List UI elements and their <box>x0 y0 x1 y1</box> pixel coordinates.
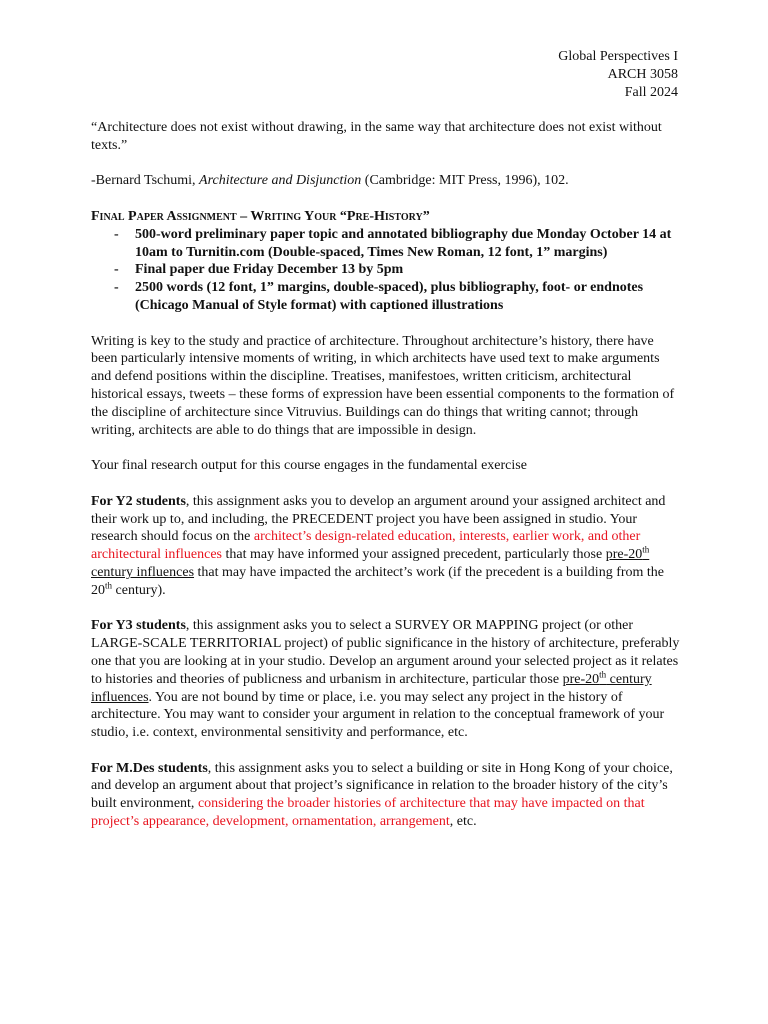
requirements-list <box>91 226 681 315</box>
attribution-book-title: Architecture and Disjunction <box>199 173 362 189</box>
y3-label: For Y3 students <box>91 618 186 634</box>
y2-text: , this assignment asks you to develop an argument around your assigned architect and their work up to, and including, the PRECEDENT project you have been assigned in studio. Your research should focus on the <box>91 493 666 545</box>
y2-text: that may have impacted the architect’s work (if the precedent is a building from the 20 <box>91 564 665 598</box>
requirement-item <box>91 226 681 262</box>
superscript: th <box>599 669 607 680</box>
y3-text: . You are not bound by time or place, i.e. you may select any project in the history of architecture. You may want to consider your argument in relation to the conceptual framework of your studio, i.e. context, environmental sensitivity and performance, etc. <box>91 689 665 741</box>
y3-paragraph <box>91 617 681 742</box>
requirement-item <box>91 261 681 279</box>
assignment-title: Final Paper Assignment – Writing Your “Pre-History” <box>91 208 430 224</box>
requirement-text: 2500 words (12 font, 1” margins, double-spaced), plus bibliography, foot- or endnotes (Chicago Manual of Style format) with captioned illustrations <box>135 280 644 313</box>
underline-text: century influences <box>91 564 195 580</box>
superscript: th <box>642 544 650 555</box>
course-code: ARCH 3058 <box>607 66 678 82</box>
y2-text: that may have informed your assigned precedent, particularly those <box>221 547 606 563</box>
mdes-text: , this assignment asks you to select a building or site in Hong Kong of your choice, and develop an argument about that project’s significance in relation to the broader history of the city’s built environment, <box>91 760 673 812</box>
y2-text: century). <box>112 582 166 598</box>
underline-text: pre-20 <box>562 671 600 687</box>
epigraph-quote: “Architecture does not exist without drawing, in the same way that architecture does not exist without texts.” <box>91 120 662 153</box>
y2-paragraph <box>91 493 681 600</box>
superscript: th <box>105 580 113 591</box>
requirement-text: 500-word preliminary paper topic and annotated bibliography due Monday October 14 at 10am to Turnitin.com (Double-spaced, Times New Roman, 12 font, 1” margins) <box>135 226 672 260</box>
underline-text: pre-20 <box>605 547 643 563</box>
requirement-text: Final paper due Friday December 13 by 5pm <box>135 262 404 278</box>
y2-highlight: architect’s design-related education, interests, earlier work, and other architectural influences <box>91 529 641 563</box>
course-title: Global Perspectives I <box>558 49 678 64</box>
bullet-dash: - <box>114 226 119 242</box>
output-sentence: Your final research output for this course engages in the fundamental exercise <box>91 458 527 474</box>
attribution-citation: (Cambridge: MIT Press, 1996), 102. <box>361 173 569 189</box>
mdes-label: For M.Des students <box>91 760 208 776</box>
course-header <box>558 48 678 101</box>
underline-text: century influences <box>91 671 652 705</box>
mdes-highlight: considering the broader histories of architecture that may have impacted on that project’s appearance, development, ornamentation, arrangement <box>91 796 645 830</box>
bullet-dash: - <box>114 280 119 296</box>
y3-text: , this assignment asks you to select a SURVEY OR MAPPING project (or other LARGE-SCALE TERRITORIAL project) of public significance in the history of architecture, preferably one that you are looking at in your studio. Develop an argument around your selected project as it relates to histories and theories of publicness and urbanism in architecture, particular those <box>91 618 680 687</box>
attribution-author: -Bernard Tschumi, <box>91 173 200 189</box>
mdes-paragraph <box>91 760 681 831</box>
bullet-dash: - <box>114 262 119 278</box>
epigraph-attribution <box>91 172 681 190</box>
requirement-item <box>91 279 681 315</box>
intro-paragraph: Writing is key to the study and practice of architecture. Throughout architecture’s history, there have been particularly intensive moments of writing, in which architects have used text to make arguments and defend positions within the discipline. Treatises, manifestoes, written criticism, architectural historical essays, tweets – these forms of expression have been essential components to the formation of the discipline of architecture since Vitruvius. Buildings can do things that writing cannot; through writing, architects are able to do things that are impossible in design. <box>91 333 675 438</box>
mdes-text: , etc. <box>449 814 477 830</box>
document-body <box>91 119 681 831</box>
y2-label: For Y2 students <box>91 493 186 509</box>
course-term: Fall 2024 <box>624 84 678 100</box>
